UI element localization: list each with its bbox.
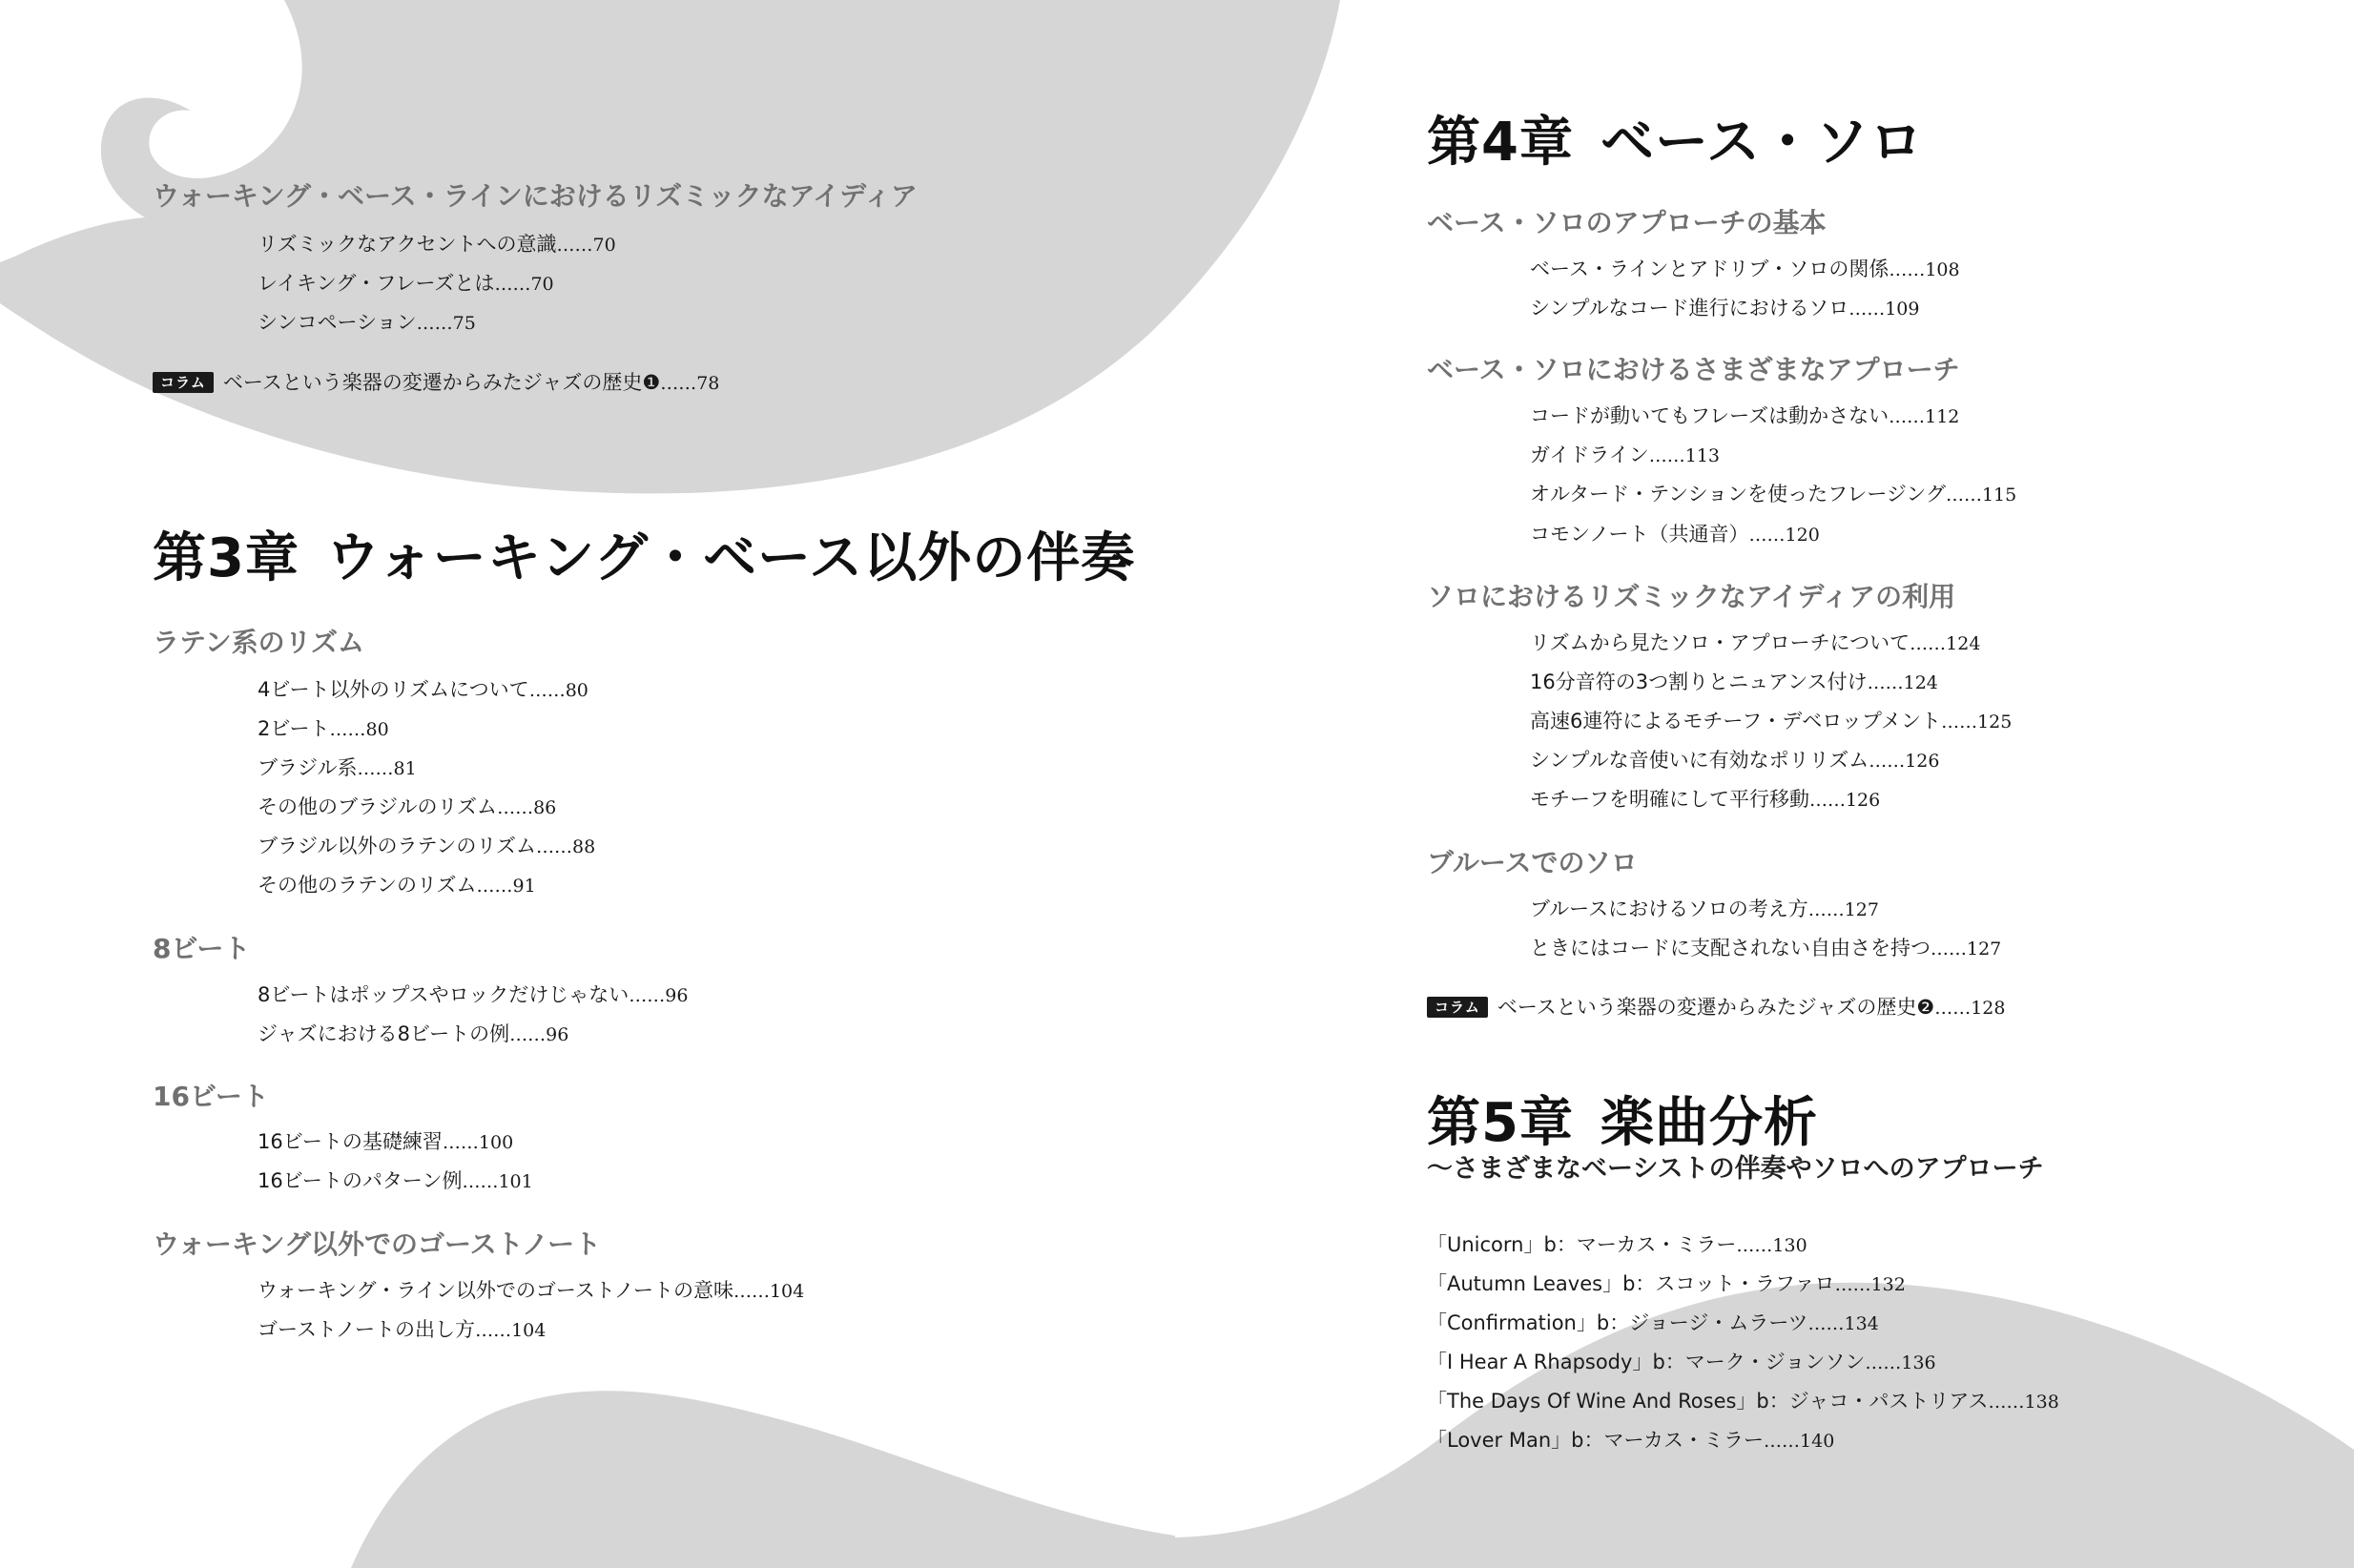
column-tag-badge: コラム: [1427, 997, 1488, 1018]
toc-entry-page: ……104: [475, 1320, 547, 1341]
section-heading: ソロにおけるリズミックなアイディアの利用: [1427, 581, 1956, 612]
column-entry[interactable]: [153, 368, 719, 398]
toc-entry-page: ……109: [1848, 299, 1920, 320]
toc-entry-title: リズムから見たソロ・アプローチについて: [1530, 631, 1910, 654]
toc-entry[interactable]: [1530, 934, 2001, 963]
chapter-5-subtitle: ～さまざまなベーシストの伴奏やソロへのアプローチ: [1427, 1154, 2044, 1184]
song-entry-page: ……136: [1865, 1352, 1936, 1373]
toc-entry-page: ……101: [462, 1171, 533, 1192]
toc-entry[interactable]: [1530, 480, 2016, 509]
toc-entry-page: ……70: [494, 274, 554, 295]
toc-entry-title: 8ビートはポップスやロックだけじゃない: [258, 983, 630, 1006]
toc-entry[interactable]: [1530, 668, 1938, 697]
toc-entry-page: ……100: [442, 1132, 514, 1153]
toc-entry-title: オルタード・テンションを使ったフレージング: [1530, 483, 1946, 505]
toc-entry[interactable]: [1530, 785, 1880, 815]
toc-entry-title: リズミックなアクセントへの意識: [258, 233, 557, 256]
section-heading: 16ビート: [153, 1081, 269, 1112]
section-heading: ベース・ソロにおけるさまざまなアプローチ: [1427, 354, 1960, 385]
bottom-left-wave-shape: [351, 1391, 1175, 1568]
toc-entry[interactable]: [258, 753, 417, 783]
toc-entry[interactable]: [1530, 441, 1720, 470]
chapter-4-title: [1427, 113, 1924, 174]
toc-entry[interactable]: [258, 1315, 546, 1345]
column-entry[interactable]: [1427, 993, 2005, 1022]
toc-entry[interactable]: [258, 1020, 568, 1049]
toc-entry-title: ブルースにおけるソロの考え方: [1530, 897, 1808, 920]
toc-entry[interactable]: [1530, 629, 1980, 658]
song-entry[interactable]: [1427, 1269, 1906, 1299]
column-entry-title: ベースという楽器の変遷からみたジャズの歴史❶: [222, 371, 661, 394]
toc-entry[interactable]: [1530, 294, 1919, 323]
song-entry[interactable]: [1427, 1230, 1807, 1260]
section-heading: ウォーキング以外でのゴーストノート: [153, 1228, 602, 1260]
toc-entry-title: 16ビートのパターン例: [258, 1169, 463, 1192]
song-entry-page: ……130: [1736, 1235, 1807, 1256]
chapter-name: ウォーキング・ベース以外の伴奏: [325, 527, 1136, 589]
toc-entry-page: ……80: [329, 719, 389, 740]
toc-entry-page: ……96: [509, 1024, 569, 1045]
toc-entry-page: ……80: [528, 680, 588, 701]
toc-entry-title: ブラジル系: [258, 756, 358, 779]
column-tag-badge: コラム: [153, 372, 214, 393]
toc-entry-page: ……115: [1945, 485, 2017, 505]
song-entry-title: 「Lover Man」b：マーカス・ミラー: [1427, 1429, 1765, 1452]
toc-entry-title: ブラジル以外のラテンのリズム: [258, 835, 537, 857]
song-entry[interactable]: [1427, 1426, 1834, 1455]
section-heading: 8ビート: [153, 933, 251, 964]
toc-entry[interactable]: [1530, 746, 1939, 775]
toc-entry[interactable]: [258, 230, 616, 259]
toc-entry-page: ……91: [476, 876, 536, 897]
toc-entry-title: 16分音符の3つ割りとニュアンス付け: [1530, 671, 1868, 693]
toc-entry-page: ……96: [629, 985, 689, 1006]
toc-entry-page: ……126: [1869, 751, 1940, 772]
toc-entry-title: ベース・ラインとアドリブ・ソロの関係: [1530, 258, 1889, 280]
chapter-number: 第4章: [1427, 112, 1574, 174]
toc-entry[interactable]: [258, 793, 556, 822]
chapter-5-title: [1427, 1093, 1818, 1154]
toc-entry[interactable]: [258, 675, 588, 705]
toc-entry[interactable]: [258, 832, 595, 861]
song-entry-title: 「I Hear A Rhapsody」b：マーク・ジョンソン: [1427, 1351, 1866, 1373]
song-entry[interactable]: [1427, 1348, 1936, 1377]
toc-entry-title: モチーフを明確にして平行移動: [1530, 788, 1809, 811]
toc-entry-page: ……70: [556, 235, 616, 256]
song-entry[interactable]: [1427, 1387, 2059, 1416]
toc-entry-page: ……127: [1931, 939, 2002, 959]
song-entry-title: 「The Days Of Wine And Roses」b：ジャコ・パストリアス: [1427, 1390, 1989, 1413]
toc-entry-page: ……104: [733, 1281, 805, 1302]
toc-entry[interactable]: [258, 308, 476, 338]
song-entry-title: 「Autumn Leaves」b：スコット・ラファロ: [1427, 1272, 1835, 1295]
toc-entry-title: シンプルなコード進行におけるソロ: [1530, 297, 1849, 320]
chapter-name: 楽曲分析: [1600, 1092, 1818, 1154]
chapter-number: 第5章: [1427, 1092, 1574, 1154]
chapter-3-title: [153, 528, 1135, 589]
toc-entry-page: ……108: [1889, 259, 1960, 280]
toc-entry-page: ……81: [357, 758, 417, 779]
toc-entry-page: ……112: [1889, 406, 1960, 427]
column-entry-page: ……128: [1934, 998, 2006, 1019]
toc-entry-title: その他のラテンのリズム: [258, 874, 477, 897]
toc-entry-title: 16ビートの基礎練習: [258, 1130, 443, 1153]
toc-entry-page: ……75: [416, 313, 476, 334]
toc-entry-title: レイキング・フレーズとは: [258, 272, 495, 295]
toc-entry-title: コモンノート（共通音）: [1530, 523, 1749, 546]
toc-entry-title: シンプルな音使いに有効なポリリズム: [1530, 749, 1869, 772]
toc-entry-title: ゴーストノートの出し方: [258, 1318, 476, 1341]
toc-entry[interactable]: [258, 1276, 804, 1306]
song-entry-page: ……132: [1834, 1274, 1906, 1295]
column-entry-title: ベースという楽器の変遷からみたジャズの歴史❷: [1497, 996, 1935, 1019]
section-heading: ブルースでのソロ: [1427, 847, 1638, 878]
toc-entry-page: ……127: [1807, 899, 1879, 920]
song-entry-page: ……140: [1764, 1431, 1835, 1452]
song-entry-page: ……138: [1988, 1392, 2059, 1413]
song-entry-title: 「Confirmation」b：ジョージ・ムラーツ: [1427, 1311, 1808, 1334]
toc-entry[interactable]: [1530, 895, 1879, 924]
section-heading: ラテン系のリズム: [153, 627, 365, 658]
toc-entry-page: ……120: [1748, 525, 1820, 546]
toc-entry[interactable]: [1530, 707, 2012, 736]
toc-entry-title: 高速6連符によるモチーフ・デベロップメント: [1530, 710, 1942, 732]
toc-entry-title: ガイドライン: [1530, 444, 1649, 466]
section-heading: ベース・ソロのアプローチの基本: [1427, 207, 1827, 238]
toc-entry[interactable]: [1530, 402, 1959, 431]
toc-entry-page: ……126: [1808, 790, 1881, 811]
toc-entry-title: コードが動いてもフレーズは動かさない: [1530, 404, 1889, 427]
toc-entry-title: シンコペーション: [258, 311, 417, 334]
column-entry-page: ……78: [660, 373, 720, 394]
toc-entry[interactable]: [1530, 255, 1960, 284]
section-heading: ウォーキング・ベース・ラインにおけるリズミックなアイディア: [153, 180, 918, 212]
toc-entry[interactable]: [258, 871, 536, 900]
chapter-number: 第3章: [153, 527, 299, 589]
song-entry-page: ……134: [1807, 1313, 1879, 1334]
toc-entry-title: ジャズにおける8ビートの例: [258, 1022, 510, 1045]
toc-entry-title: 2ビート: [258, 717, 330, 740]
song-entry[interactable]: [1427, 1309, 1879, 1338]
toc-entry[interactable]: [258, 1166, 533, 1196]
toc-entry-page: ……125: [1941, 712, 2013, 732]
chapter-name: ベース・ソロ: [1600, 112, 1925, 174]
toc-entry[interactable]: [258, 714, 389, 744]
toc-entry[interactable]: [258, 980, 688, 1010]
toc-entry-page: ……113: [1648, 445, 1721, 466]
toc-entry-page: ……124: [1867, 672, 1938, 693]
toc-entry-page: ……86: [497, 797, 557, 818]
toc-entry-title: ウォーキング・ライン以外でのゴーストノートの意味: [258, 1279, 733, 1302]
song-entry-title: 「Unicorn」b：マーカス・ミラー: [1427, 1233, 1737, 1256]
toc-entry[interactable]: [1530, 520, 1820, 549]
toc-entry-page: ……88: [536, 836, 596, 857]
toc-entry-page: ……124: [1910, 633, 1981, 654]
toc-entry-title: その他のブラジルのリズム: [258, 795, 498, 818]
toc-entry[interactable]: [258, 1127, 513, 1157]
toc-entry-title: ときにはコードに支配されない自由さを持つ: [1530, 937, 1931, 959]
toc-entry[interactable]: [258, 269, 554, 299]
toc-entry-title: 4ビート以外のリズムについて: [258, 678, 529, 701]
